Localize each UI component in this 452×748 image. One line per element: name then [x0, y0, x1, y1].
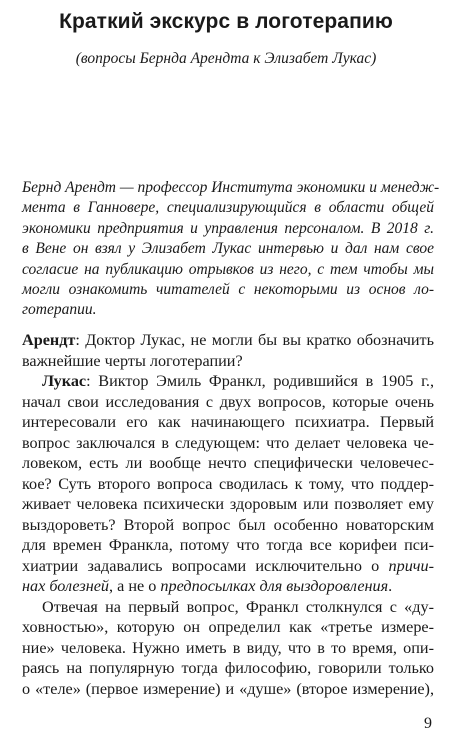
intro-line: экономики предприятия и управления персоналом. В 2018 г. — [22, 219, 434, 237]
answer-line: выздороветь? Второй вопрос был особенно новаторским — [22, 515, 434, 534]
answer-text: : Виктор Эмиль Франкл, родившийся в 1905 г., — [86, 372, 434, 390]
intro-line: мента в Ганновере, специализирующийся в области общей — [22, 199, 434, 217]
answer-line: вопрос заключался в следующем: что делает человека че- — [22, 433, 434, 452]
intro-line: в Вене он взял у Элизабет Лукас интервью и дал нам свое — [22, 240, 434, 258]
page-number: 9 — [424, 715, 432, 732]
question-line: важнейшие черты логотерапии? — [22, 351, 243, 370]
paragraph-line: раясь на популярную тогда философию, говорили только — [22, 659, 434, 677]
intro-line: Бернд Арендт — профессор Института экономики и менедж- — [22, 179, 440, 196]
answer-line — [22, 576, 434, 597]
answer-text: хиатрии задавались вопросами исключительно о — [22, 556, 380, 575]
answer-line: для времен Франкла, потому что тогда все корифеи пси- — [22, 536, 434, 554]
paragraph-line: о «теле» (первое измерение) и «душе» (второе измерение), — [22, 679, 434, 698]
answer-line: живает человека психически здоровым или позволяет ему — [22, 495, 434, 513]
answer-line: начал свои исследования с двух вопросов, которые очень — [22, 392, 434, 411]
interview-body — [22, 330, 434, 699]
intro-line: согласие на публикацию отрывков из него, с тем чтобы мы — [22, 260, 434, 278]
speaker-name: Лукас — [42, 372, 87, 390]
question-line — [22, 330, 434, 351]
italic-phrase: причи- — [388, 556, 434, 575]
paragraph-line: ховностью», которую он определил как «третье измере- — [22, 618, 434, 636]
paragraph-line: Отвечая на первый вопрос, Франкл столкнулся с «ду- — [42, 597, 434, 616]
intro-paragraph — [22, 178, 440, 321]
intro-line: могли ознакомить читателей с некоторыми из основ ло- — [22, 281, 434, 299]
question-text: : Доктор Лукас, не могли бы вы кратко обозначить — [75, 331, 434, 349]
intro-line: готерапии. — [22, 301, 97, 319]
answer-line: ловеком, есть ли вообще нечто специфически человечес- — [22, 454, 434, 472]
answer-line — [22, 556, 434, 577]
answer-text: , а не о — [109, 577, 161, 595]
chapter-subtitle: (вопросы Бернда Арендта к Элизабет Лукас) — [75, 50, 377, 67]
speaker-name: Арендт — [22, 331, 76, 349]
answer-line — [22, 371, 434, 392]
italic-phrase: предпосылках для выздоровления — [160, 577, 389, 595]
italic-phrase: нах болезней — [22, 577, 110, 595]
paragraph-line: ние» человека. Нужно иметь в виду, что в то время, опи- — [22, 638, 434, 657]
answer-text: . — [388, 577, 393, 595]
chapter-title: Краткий экскурс в логотерапию — [59, 10, 393, 33]
answer-line: интересовали его как начинающего психиатра. Первый — [22, 413, 434, 431]
answer-line: кое? Суть второго вопроса сводилась к тому, что поддер- — [22, 474, 434, 493]
